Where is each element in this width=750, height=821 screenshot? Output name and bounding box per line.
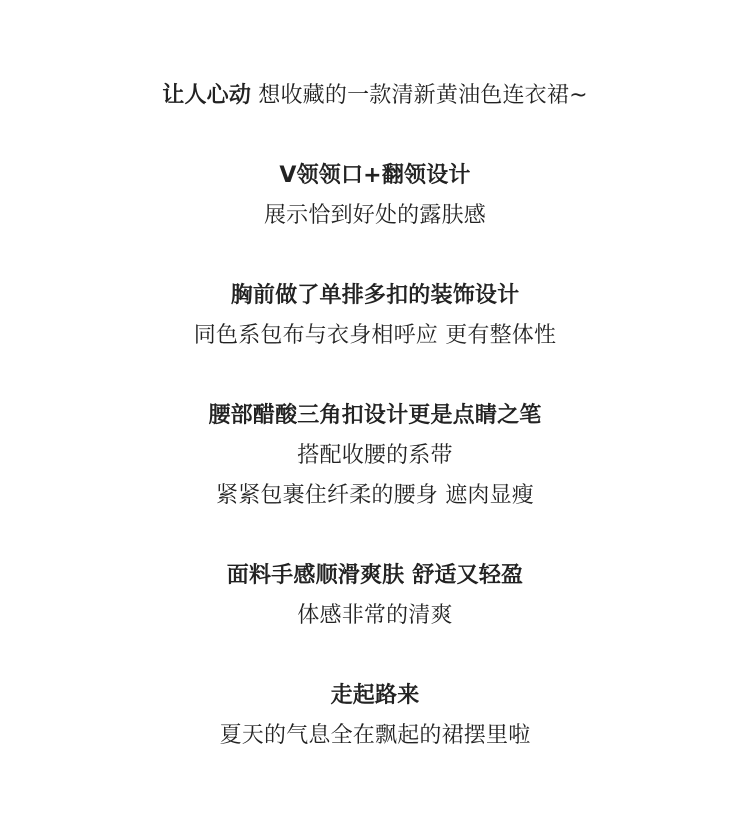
intro-line (0, 81, 750, 111)
section-text: 紧紧包裹住纤柔的腰身 遮肉显瘦 (216, 483, 534, 508)
intro-text: 想收藏的一款清新黄油色连衣裙~ (251, 83, 588, 108)
section-text: 夏天的气息全在飘起的裙摆里啦 (219, 723, 531, 748)
section-heading: 腰部醋酸三角扣设计更是点睛之笔 (208, 403, 542, 428)
section-heading: 走起路来 (330, 683, 420, 708)
intro-bold-text: 让人心动 (162, 83, 252, 108)
section-heading: 胸前做了单排多扣的装饰设计 (230, 283, 520, 308)
section-text: 搭配收腰的系带 (297, 443, 453, 468)
section-text: 体感非常的清爽 (297, 603, 453, 628)
section-text: 展示恰到好处的露肤感 (263, 203, 486, 228)
section-heading: V领领口+翻领设计 (279, 163, 471, 188)
section-text: 同色系包布与衣身相呼应 更有整体性 (193, 323, 557, 348)
section-heading: 面料手感顺滑爽肤 舒适又轻盈 (226, 563, 524, 588)
